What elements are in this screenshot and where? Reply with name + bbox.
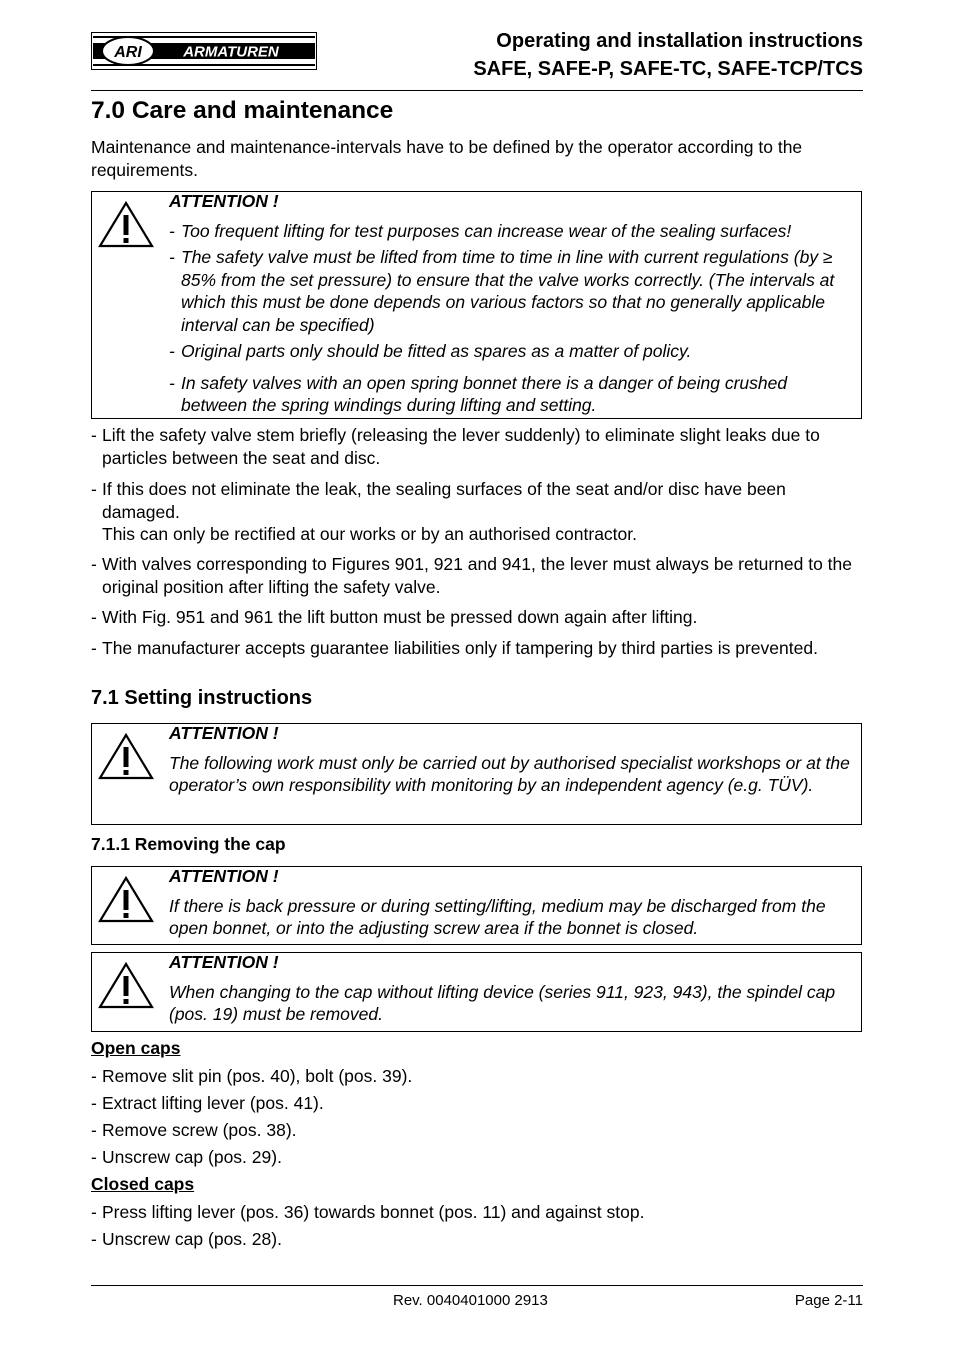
attention-title: ATTENTION !: [169, 952, 279, 972]
list-item: - Remove screw (pos. 38).: [91, 1120, 297, 1140]
page-number: Page 2-11: [794, 1292, 863, 1309]
logo-text: ARMATUREN: [183, 43, 279, 61]
list-item: - The manufacturer accepts guarantee liabilities only if tampering by third parties is prevented.: [91, 638, 818, 658]
list-item: - Extract lifting lever (pos. 41).: [91, 1093, 324, 1113]
list-item: - Unscrew cap (pos. 29).: [91, 1147, 282, 1167]
list-item: - Lift the safety valve stem briefly (releasing the lever suddenly) to eliminate slight leaks due to particles between the seat and disc.: [91, 425, 820, 468]
open-caps-heading: Open caps: [91, 1038, 181, 1058]
list-item: - With valves corresponding to Figures 901, 921 and 941, the lever must always be returned to the original position after lifting the safety valve.: [91, 554, 853, 597]
document-title-line2: SAFE, SAFE-P, SAFE-TC, SAFE-TCP/TCS: [473, 58, 863, 80]
attention-box-setting: [91, 723, 862, 825]
attention-title: ATTENTION !: [169, 866, 279, 886]
revision-number: Rev. 0040401000 2913: [393, 1292, 548, 1309]
footer-divider: [91, 1285, 863, 1286]
list-item: - Press lifting lever (pos. 36) towards bonnet (pos. 11) and against stop.: [91, 1202, 645, 1222]
list-item: - Remove slit pin (pos. 40), bolt (pos. 39).: [91, 1066, 413, 1086]
section-heading-7-0: 7.0 Care and maintenance: [91, 97, 394, 124]
section-heading-7-1-1: 7.1.1 Removing the cap: [91, 834, 286, 854]
document-title: [473, 27, 863, 83]
list-item: - With Fig. 951 and 961 the lift button must be pressed down again after lifting.: [91, 607, 698, 627]
warning-triangle-icon: [98, 875, 154, 923]
attention-item: - In safety valves with an open spring bonnet there is a danger of being crushed between the spring windings during lifting and setting.: [169, 372, 788, 415]
document-title-line1: Operating and installation instructions: [496, 30, 863, 52]
section-intro: Maintenance and maintenance-intervals have to be defined by the operator according to the requirements.: [91, 137, 803, 180]
attention-box-maintenance: [91, 191, 862, 419]
list-item: - Unscrew cap (pos. 28).: [91, 1229, 282, 1249]
attention-item: - Too frequent lifting for test purposes can increase wear of the sealing surfaces!: [169, 220, 792, 241]
warning-triangle-icon: [98, 200, 154, 248]
closed-caps-heading: Closed caps: [91, 1174, 195, 1194]
list-item: - If this does not eliminate the leak, the sealing surfaces of the seat and/or disc have been damaged. This can only be rectified at our works or by an authorised contractor.: [91, 479, 786, 544]
header-divider: [91, 90, 863, 91]
warning-triangle-icon: [98, 732, 154, 780]
attention-text: The following work must only be carried out by authorised specialist workshops or at the operator’s own responsibility with monitoring by an independent agency (e.g. TÜV).: [169, 752, 850, 795]
attention-item: - Original parts only should be fitted as spares as a matter of policy.: [169, 341, 692, 361]
attention-text: When changing to the cap without lifting device (series 911, 923, 943), the spindel cap (pos. 19) must be removed.: [169, 981, 836, 1024]
section-heading-7-1: 7.1 Setting instructions: [91, 687, 313, 709]
logo-circle-text: ARI: [114, 44, 142, 61]
ari-armaturen-logo: [91, 32, 317, 70]
attention-text: If there is back pressure or during setting/lifting, medium may be discharged from the open bonnet, or into the adjusting screw area if the bonnet is closed.: [169, 895, 826, 938]
attention-item: - The safety valve must be lifted from time to time in line with current regulations (by ≥ 85% from the set pressure) to ensure that the valve works correctly. (The intervals at which this must be done depends on various factors so that no generally applicable interval can be specified): [169, 247, 835, 335]
attention-title: ATTENTION !: [169, 191, 279, 211]
attention-title: ATTENTION !: [169, 723, 279, 743]
warning-triangle-icon: [98, 961, 154, 1009]
attention-box-back-pressure: [91, 866, 862, 945]
attention-box-cap-change: [91, 952, 862, 1032]
